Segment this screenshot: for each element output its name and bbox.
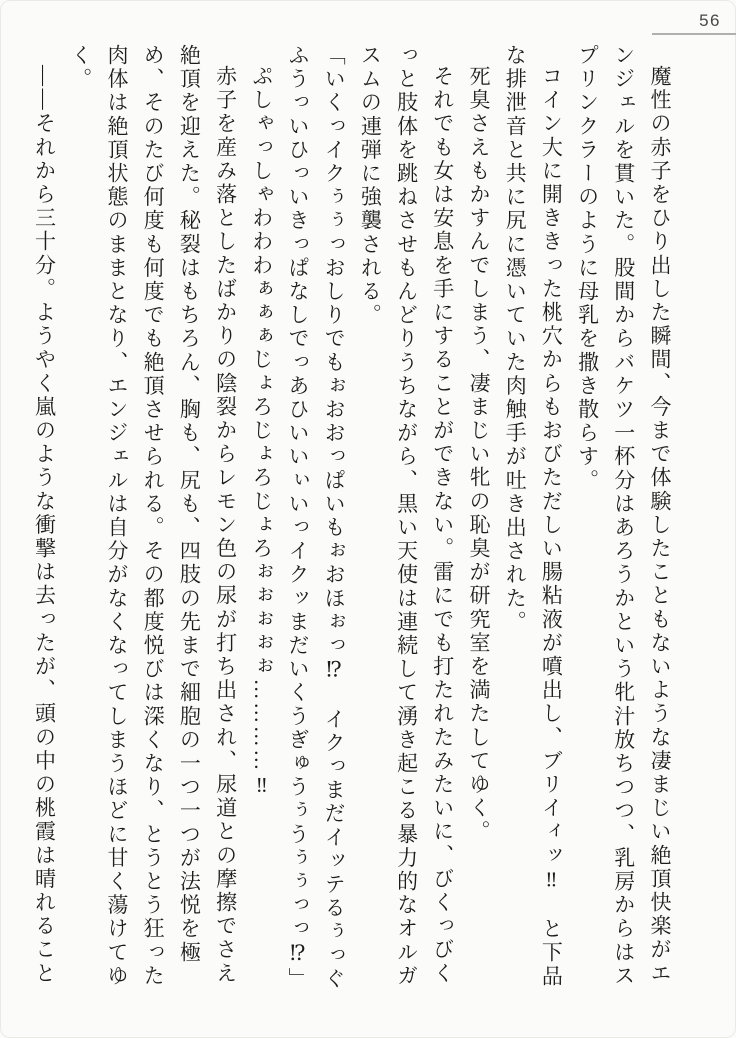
paragraph: ぷしゃっしゃわわわぁぁぁじょろじょろじょろぉぉぉぉぉ…………‼ xyxy=(249,65,274,800)
paragraph: コイン大に開ききった桃穴からもおびただしい腸粘液が噴出し、ブリイィッ‼ と下品な排泄音と共に尻に憑いていた肉触手が吐き出された。 xyxy=(503,44,564,989)
paragraph: それでも女は安息を手にすることができない。雷にでも打たれたみたいに、びくっびくっと肢体を跳ねさせもんどりうちながら、黒い天使は連続して湧き起こる暴力的なオルガスムの連弾に強襲される。 xyxy=(358,44,455,988)
paragraph: 赤子を産み落としたばかりの陰裂からレモン色の尿が打ち出され、尿道との摩擦でさえ絶頂を迎えた。秘裂はもちろん、胸も、尻も、四肢の先まで細胞の一つ一つが法悦を極め、そのたび何度も何度でも絶頂させられる。その都度悦びは深くなり、とうとう狂った肉体は絶頂状態のままとなり、エンジェルは自分がなくなってしまうほどに甘く蕩けてゆく。 xyxy=(68,44,238,988)
paragraph: ――それから三十分。ようやく嵐のような衝撃は去ったが、頭の中の桃霞は晴れること xyxy=(32,65,57,986)
header-rule xyxy=(652,33,736,35)
paragraph: 死臭さえもかすんでしまう、凄まじい牝の恥臭が研究室を満たしてゆく。 xyxy=(466,65,491,844)
paragraph: 「いくっイクぅぅっおしりでもぉおおっぱいもぉおほぉっ⁉ イクっまだイッテるぅっぐふうっいひっいきっぱなしでっあひいいぃいっイクッまだいくうぎゅうぅうぅぅっっ⁉」 xyxy=(285,44,347,991)
vertical-text-area xyxy=(32,44,678,1004)
page-number: 56 xyxy=(699,11,721,30)
paragraph: 魔性の赤子をひり出した瞬間、今まで体験したこともないような凄まじい絶頂快楽がエンジェルを貫いた。股間からバケツ一杯分はあろうかという牝汁放ちつつ、乳房からはスプリンクラーのように母乳を撒き散らす。 xyxy=(575,44,672,988)
